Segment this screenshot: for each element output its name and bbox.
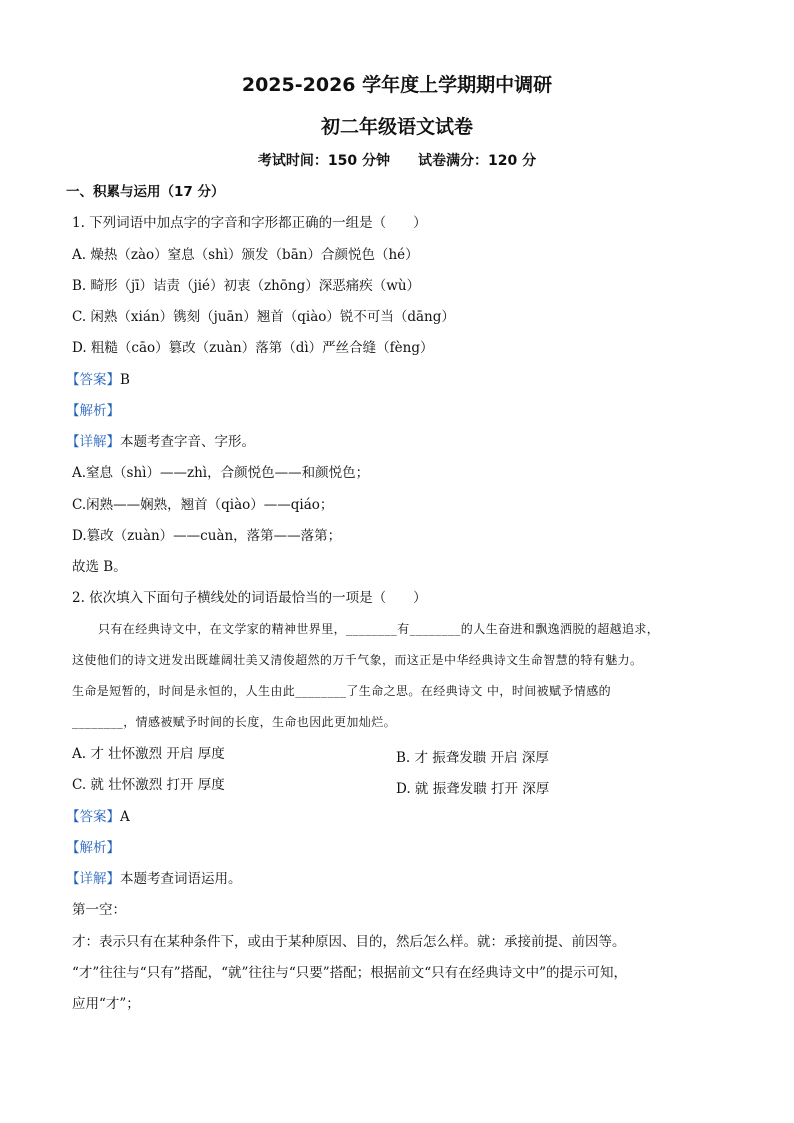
question-1-option-d: D. 粗糙（cāo）篡改（zuàn）落第（dì）严丝合缝（fèng） <box>72 340 434 356</box>
answer-tag: 【答案】 <box>66 372 120 388</box>
exam-meta <box>0 150 794 170</box>
question-2-analysis-tag: 【解析】 <box>66 840 120 856</box>
question-2-line: 才：表示只有在某种条件下，或由于某种原因、目的，然后怎么样。就：承接前提、前因等。 <box>72 934 626 950</box>
exam-title: 2025-2026 学年度上学期期中调研 <box>241 74 553 96</box>
exam-time: 考试时间：150 分钟 <box>257 153 390 169</box>
detail-text: 本题考查词语运用。 <box>120 871 242 887</box>
question-2-passage-line: 只有在经典诗文中，在文学家的精神世界里，________有________的人生奋进和飘逸洒脱的超越追求， <box>98 622 660 636</box>
question-2-line: 应用“才”； <box>72 996 140 1012</box>
question-2-passage-line: 这使他们的诗文迸发出既雄阔壮美又清俊超然的万千气象，而这正是中华经典诗文生命智慧的特有魅力。 <box>72 653 643 667</box>
exam-subtitle: 初二年级语文试卷 <box>320 116 473 138</box>
question-2-option-c: C. 就 壮怀激烈 打开 厚度 <box>72 777 225 793</box>
question-2-line: 第一空： <box>72 902 126 918</box>
question-2-option-a: A. 才 壮怀激烈 开启 厚度 <box>72 746 225 762</box>
section-heading: 一、积累与运用（17 分） <box>66 184 225 200</box>
exam-score: 试卷满分：120 分 <box>418 153 537 169</box>
question-2-option-b: B. 才 振聋发聩 开启 深厚 <box>396 750 549 766</box>
question-1-line: A.窒息（shì）——zhì，合颜悦色——和颜悦色； <box>72 465 370 481</box>
question-2-passage-line: ________，情感被赋予时间的长度，生命也因此更加灿烂。 <box>72 715 397 729</box>
answer-tag: 【答案】 <box>66 809 120 825</box>
question-2-passage-line: 生命是短暂的，时间是永恒的，人生由此________了生命之思。在经典诗文 中，时间被赋予情感的 <box>72 684 612 698</box>
answer-value: A <box>120 809 130 825</box>
question-1-analysis-tag: 【解析】 <box>66 403 120 419</box>
answer-value: B <box>120 372 130 388</box>
question-1-option-a: A. 燥热（zào）窒息（shì）颁发（bān）合颜悦色（hé） <box>72 247 419 263</box>
question-1-detail <box>66 434 255 450</box>
question-2-option-d: D. 就 振聋发聩 打开 深厚 <box>396 781 550 797</box>
question-2-line: “才”往往与“只有”搭配，“就”往往与“只要”搭配；根据前文“只有在经典诗文中”的提示可知， <box>72 965 628 981</box>
question-1-option-c: C. 闲熟（xián）镌刻（juān）翘首（qiào）锐不可当（dāng） <box>72 309 455 325</box>
question-1-answer <box>66 372 130 388</box>
question-2-stem: 2. 依次填入下面句子横线处的词语最恰当的一项是（ ） <box>72 590 427 606</box>
question-2-answer <box>66 809 130 825</box>
question-1-line: C.闲熟——娴熟，翘首（qiào）——qiáo； <box>72 497 334 513</box>
detail-text: 本题考查字音、字形。 <box>120 434 255 450</box>
question-1-option-b: B. 畸形（jī）诘责（jié）初衷（zhōng）深恶痛疾（wù） <box>72 278 421 294</box>
detail-tag: 【详解】 <box>66 871 120 887</box>
question-2-detail <box>66 871 242 887</box>
question-1-line: D.篡改（zuàn）——cuàn，落第——落第； <box>72 528 342 544</box>
question-1-stem: 1. 下列词语中加点字的字音和字形都正确的一组是（ ） <box>72 215 427 231</box>
detail-tag: 【详解】 <box>66 434 120 450</box>
question-1-line: 故选 B。 <box>72 559 127 575</box>
